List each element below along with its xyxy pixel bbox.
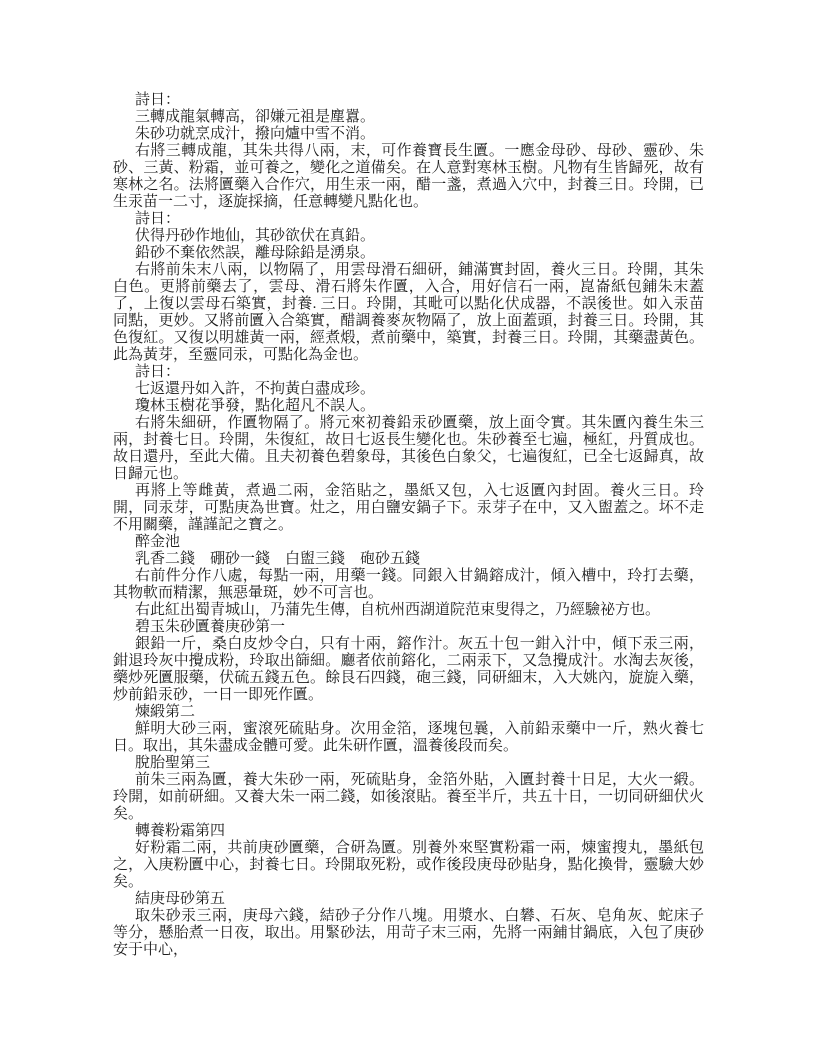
paragraph: 七返還丹如入許，不拘黃白盡成珍。 — [135, 381, 376, 397]
paragraph: 鮮明大砂三兩，蜜滾死硫貼身。次用金箔，逐塊包曩，入前鉛汞藥中一斤，熟火養七日。取出，其朱盡成金體可愛。此朱研作匵，溫養後段而矣。 — [113, 721, 704, 754]
paragraph: 銀鉛一斤，桑白皮炒令白，只有十兩，鎔作汁。灰五十包一鉗入汁中，傾下汞三兩，鉗退玲灰中攪成粉，玲取出篩細。廳者依前鎔化，二兩汞下，又急攪成汁。水淘去灰後，藥炒死匵服藥，伏硫五錢五色。餘艮石四錢，砲三錢，同研細末，入大姚內，旋旋入藥，炒前鉛汞砂，一日一即死作匵。 — [113, 636, 704, 703]
paragraph: 詩日： — [135, 211, 181, 227]
paragraph: 右此紅出蜀青城山，乃蒲先生傳，自杭州西湖道院范束叟得之，乃經驗祕方也。 — [135, 602, 661, 618]
paragraph: 脫胎聖第三 — [135, 755, 211, 771]
paragraph: 三轉成龍氣轉高，卻嫌元祖是塵囂。 — [135, 109, 376, 125]
paragraph: 取朱砂汞三兩，庚母六錢，結砂子分作八塊。用漿水、白礬、石灰、皂角灰、蛇床子等分，懸胎煮一日夜，取出。用緊砂法，用苛子末三兩，先將一兩鋪甘鍋底，入包了庚砂安于中心， — [113, 908, 704, 958]
paragraph: 乳香二錢 硼砂一錢 白盥三錢 砲砂五錢 — [135, 551, 421, 567]
paragraph: 右將三轉成龍，其朱共得八兩，末，可作養寶長生匵。一應金母砂、母砂、靈砂、朱砂、三黃、粉霜，並可養之，變化之道備矣。在人意對寒林玉樹。凡物有生皆歸死，故有寒林之名。法將匵藥入合作穴，用生汞一兩，醋一盞，煮過入穴中，封養三日。玲開，已生汞苗一二寸，逐旋採摘，任意轉變凡點化也。 — [113, 143, 704, 210]
paragraph: 右將前朱末八兩，以物隔了，用雲母滑石細研，鋪滿實封固，養火三日。玲開，其朱白色。更將前藥去了，雲母、滑石將朱作匵，入合，用好信石一兩，崑崙紙包鋪朱末蓋了，上復以雲母石築實，封養. 三日。玲開，其毗可以點化伏成器，不誤後世。如入汞苗同點，更妙。又將前匵入合築實，醋調養麥灰物隔了，放上面蓋頭，封養三日。玲開，其色復紅。又復以明雄黃一兩，經煮煅，煮前藥中，築實，封養三日。玲開，其藥盡黃色。此為黃芽，至靈同汞，可點化為金也。 — [113, 262, 704, 363]
text-column — [113, 92, 704, 959]
paragraph: 結庚母砂第五 — [135, 891, 226, 907]
paragraph: 詩日： — [135, 364, 181, 380]
paragraph: 瓊林玉樹花爭發，點化超凡不誤人。 — [135, 398, 376, 414]
paragraph: 醉金池 — [135, 534, 181, 550]
paragraph: 朱砂功就烹成汁，撥向爐中雪不消。 — [135, 126, 376, 142]
paragraph: 伏得丹砂作地仙，其砂欲伏在真鉛。 — [135, 228, 376, 244]
paragraph: 轉養粉霜第四 — [135, 823, 226, 839]
paragraph: 鉛砂不棄依然誤，離母除鉛是湧泉。 — [135, 245, 376, 261]
paragraph: 右前件分作八處，每點一兩，用藥一錢。同銀入甘鍋鎔成汁，傾入槽中，玲打去藥，其物軟而精潔，無惡暈斑，妙不可言也。 — [113, 568, 704, 601]
paragraph: 右將朱細研，作匵物隔了。將元來初養鉛汞砂匵藥，放上面令實。其朱匵內養生朱三兩，封養七日。玲開，朱復紅，故日七返長生變化也。朱砂養至七遍，極紅，丹質成也。故日還丹，至此大備。且夫初養色碧象母，其後色白象父，七遍復紅，已全七返歸真，故日歸元也。 — [113, 415, 704, 482]
paragraph: 再將上等雌黃，煮過二兩，金箔貼之，墨紙又包，入七返匵內封固。養火三日。玲開，同汞芽，可點庚為世寶。灶之，用白鹽安鍋子下。汞芽子在中，又入盥蓋之。坏不走不用關藥，謹謹記之寶之。 — [113, 483, 704, 533]
paragraph: 好粉霜二兩，共前庚砂匵藥，合研為匵。別養外來堅實粉霜一兩，煉蜜搜丸，墨紙包之，入庚粉匵中心，封養七日。玲開取死粉，或作後段庚母砂貼身，點化換骨，靈驗大妙矣。 — [113, 840, 704, 890]
paragraph: 煉緞第二 — [135, 704, 196, 720]
paragraph: 詩日： — [135, 92, 181, 108]
paragraph: 碧玉朱砂匵養庚砂第一 — [135, 619, 286, 635]
paragraph: 前朱三兩為匵，養大朱砂一兩，死硫貼身，金箔外貼，入匵封養十日足，大火一緞。玲開，如前研細。又養大朱一兩二錢，如後滾貼。養至半斤，共五十日，一切同研細伏火矣。 — [113, 772, 704, 822]
